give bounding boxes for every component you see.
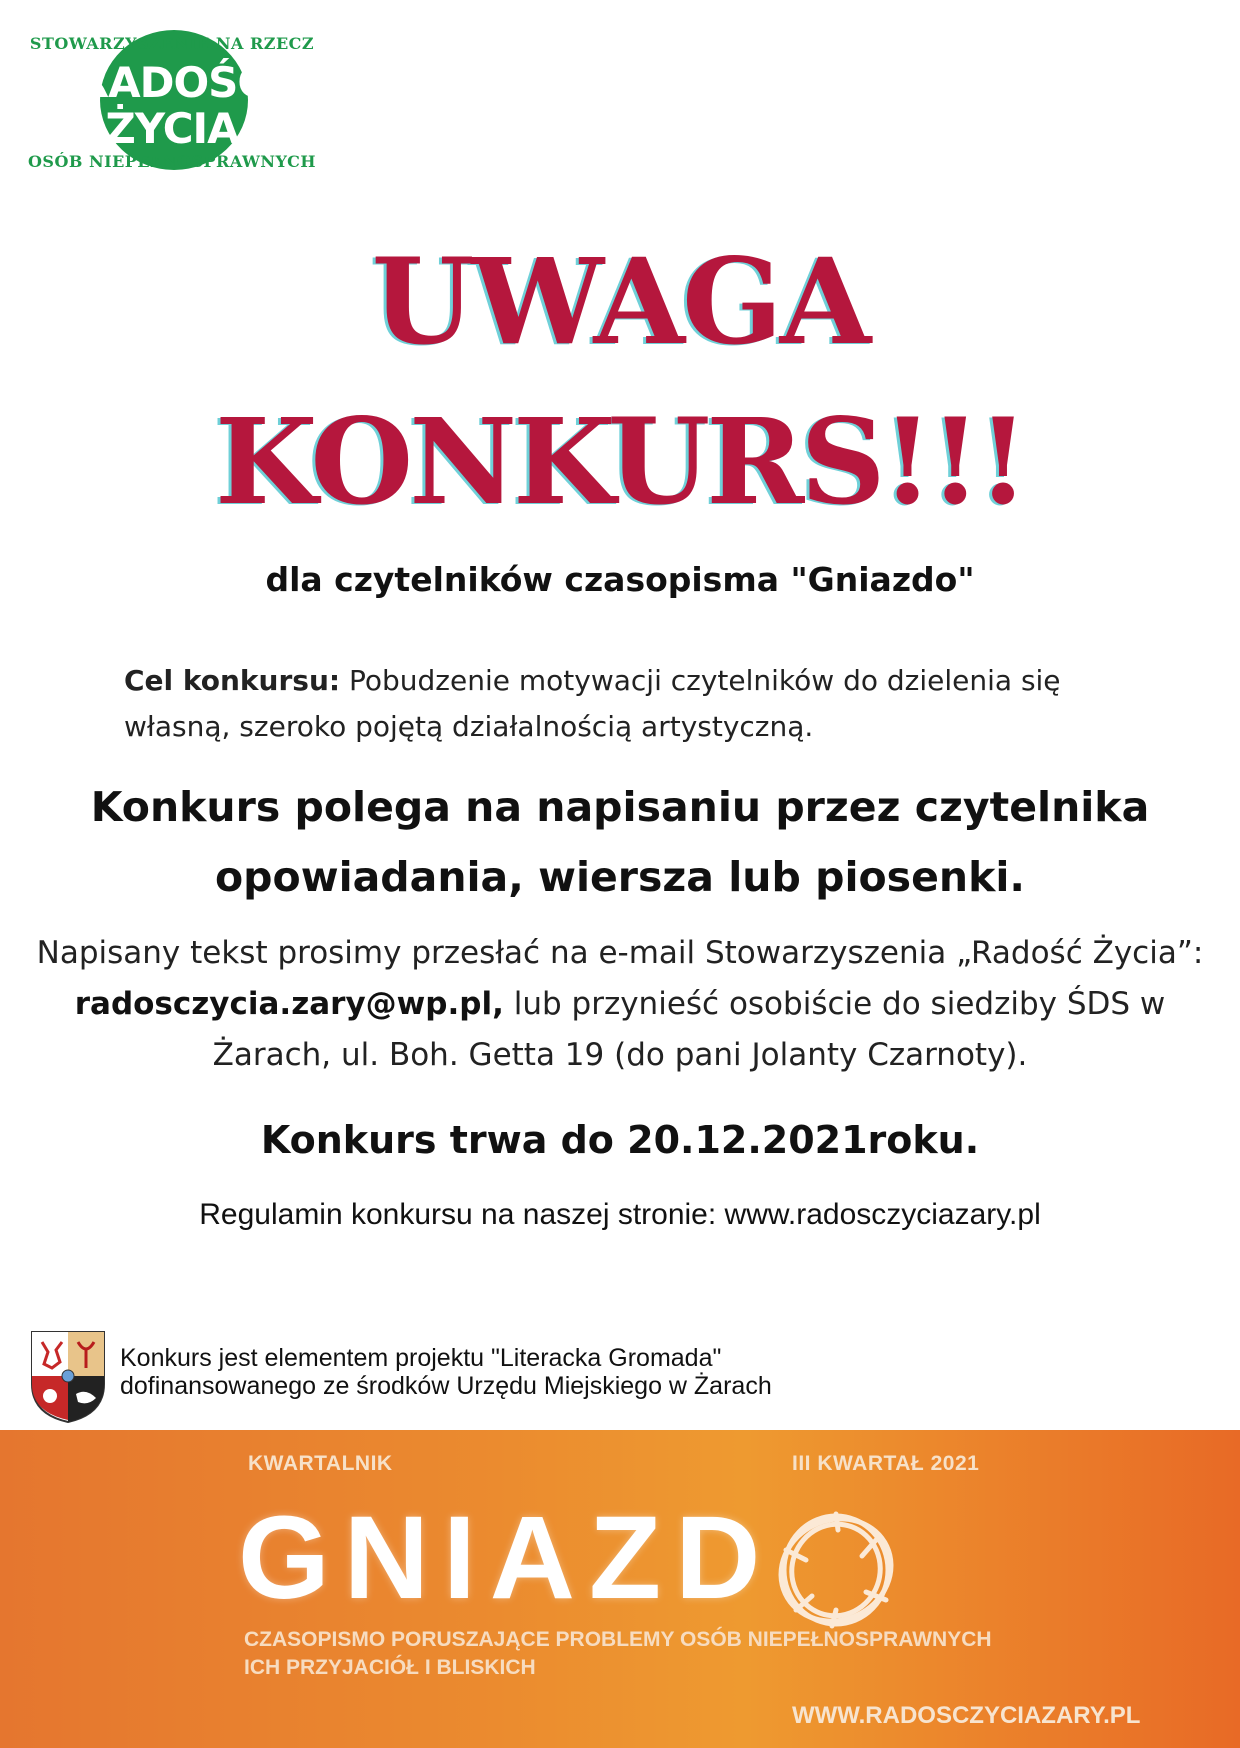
banner-quarter: III KWARTAŁ 2021 (792, 1452, 980, 1475)
banner-tagline-2: ICH PRZYJACIÓŁ I BLISKICH (244, 1656, 536, 1679)
headline-konkurs: KONKURS!!! (215, 392, 1025, 531)
headline-uwaga: UWAGA (371, 232, 869, 371)
logo-word-radosc: RADOŚĆ (76, 58, 268, 107)
logo-top-text: STOWARZYSZENIE NA RZECZ (29, 34, 315, 53)
submission-text-before: Napisany tekst prosimy przesłać na e-mail Stowarzyszenia „Radość Życia”: (36, 935, 1204, 971)
logo-bottom-text: OSÓB NIEPEŁNOSPRAWNYCH (27, 152, 317, 171)
subtitle: dla czytelników czasopisma "Gniazdo" (265, 560, 975, 599)
submission-text-after: lub przynieść osobiście do siedziby ŚDS w Żarach, ul. Boh. Getta 19 (do pani Jolanty Czarnoty). (212, 986, 1166, 1073)
banner-kwartalnik: KWARTALNIK (248, 1452, 393, 1475)
gniazdo-banner (0, 1430, 1240, 1748)
rules-link-text: Regulamin konkursu na naszej stronie: www.radosczyciazary.pl (199, 1198, 1041, 1231)
goal-label: Cel konkursu: (124, 664, 341, 697)
nest-icon (766, 1500, 906, 1640)
contest-description: Konkurs polega na napisaniu przez czytelnika opowiadania, wiersza lub piosenki. (90, 783, 1150, 901)
banner-tagline-1: CZASOPISMO PORUSZAJĄCE PROBLEMY OSÓB NIEPEŁNOSPRAWNYCH (244, 1628, 992, 1651)
logo-word-zycia: ŻYCIA (105, 104, 239, 153)
credit-line-2: dofinansowanego ze środków Urzędu Miejskiego w Żarach (120, 1372, 772, 1400)
submission-info (20, 928, 1220, 1081)
credit-line-1: Konkurs jest elementem projektu "Literacka Gromada" (120, 1344, 722, 1372)
deadline: Konkurs trwa do 20.12.2021roku. (260, 1118, 980, 1162)
project-credit (120, 1344, 772, 1400)
contact-email: radosczycia.zary@wp.pl, (74, 986, 504, 1022)
banner-website: WWW.RADOSCZYCIAZARY.PL (792, 1702, 1141, 1729)
banner-title: GNIAZD (238, 1492, 775, 1624)
goal-text: Pobudzenie motywacji czytelników do dzielenia się własną, szeroko pojętą działalnością artystyczną. (124, 664, 1061, 743)
association-logo (22, 28, 322, 178)
city-crest-icon (30, 1328, 106, 1424)
contest-goal (124, 658, 1124, 750)
